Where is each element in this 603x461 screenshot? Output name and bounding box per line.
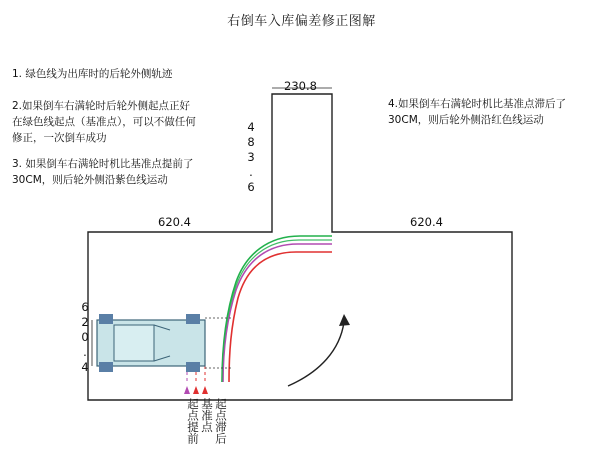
marker-point-late — [202, 386, 208, 394]
label-point-late: 起点滞后 — [214, 398, 228, 444]
dimension-stall-depth: 483.6 — [244, 120, 258, 195]
trajectory-green-secondary — [222, 240, 332, 382]
car-cabin — [114, 325, 154, 361]
page-title: 右倒车入库偏差修正图解 — [227, 14, 376, 29]
dimension-stall-width: 230.8 — [284, 79, 317, 93]
note-early-point: 3. 如果倒车右满轮时机比基准点提前了30CM，则后轮外侧沿紫色线运动 — [12, 158, 194, 186]
car-wheel-rear-left — [99, 362, 113, 372]
car-wheel-front-right — [186, 314, 200, 324]
marker-point-baseline — [193, 386, 199, 394]
note-late-point: 4.如果倒车右满轮时机比基准点滞后了30CM，则后轮外侧沿红色线运动 — [388, 98, 567, 126]
dimension-right-width: 620.4 — [410, 215, 443, 229]
note-green-line: 1. 绿色线为出库时的后轮外侧轨迹 — [12, 68, 173, 80]
car-wheel-front-left — [99, 314, 113, 324]
label-point-early: 起点提前 — [186, 398, 200, 444]
trajectory-green — [222, 236, 332, 382]
dimension-left-width: 620.4 — [158, 215, 191, 229]
car-wheel-rear-right — [186, 362, 200, 372]
note-baseline-point: 2.如果倒车右满轮时后轮外侧起点正好在绿色线起点（基准点），可以不做任何修正，一次倒车成功 — [12, 100, 196, 144]
motion-arrow-path — [288, 322, 344, 386]
car-graphic — [97, 314, 205, 372]
motion-arrow-head — [339, 314, 350, 326]
dimension-car-height: 620.4 — [78, 300, 92, 375]
trajectory-purple — [223, 244, 332, 382]
marker-point-early — [184, 386, 190, 394]
label-point-baseline: 基准点 — [200, 398, 214, 433]
